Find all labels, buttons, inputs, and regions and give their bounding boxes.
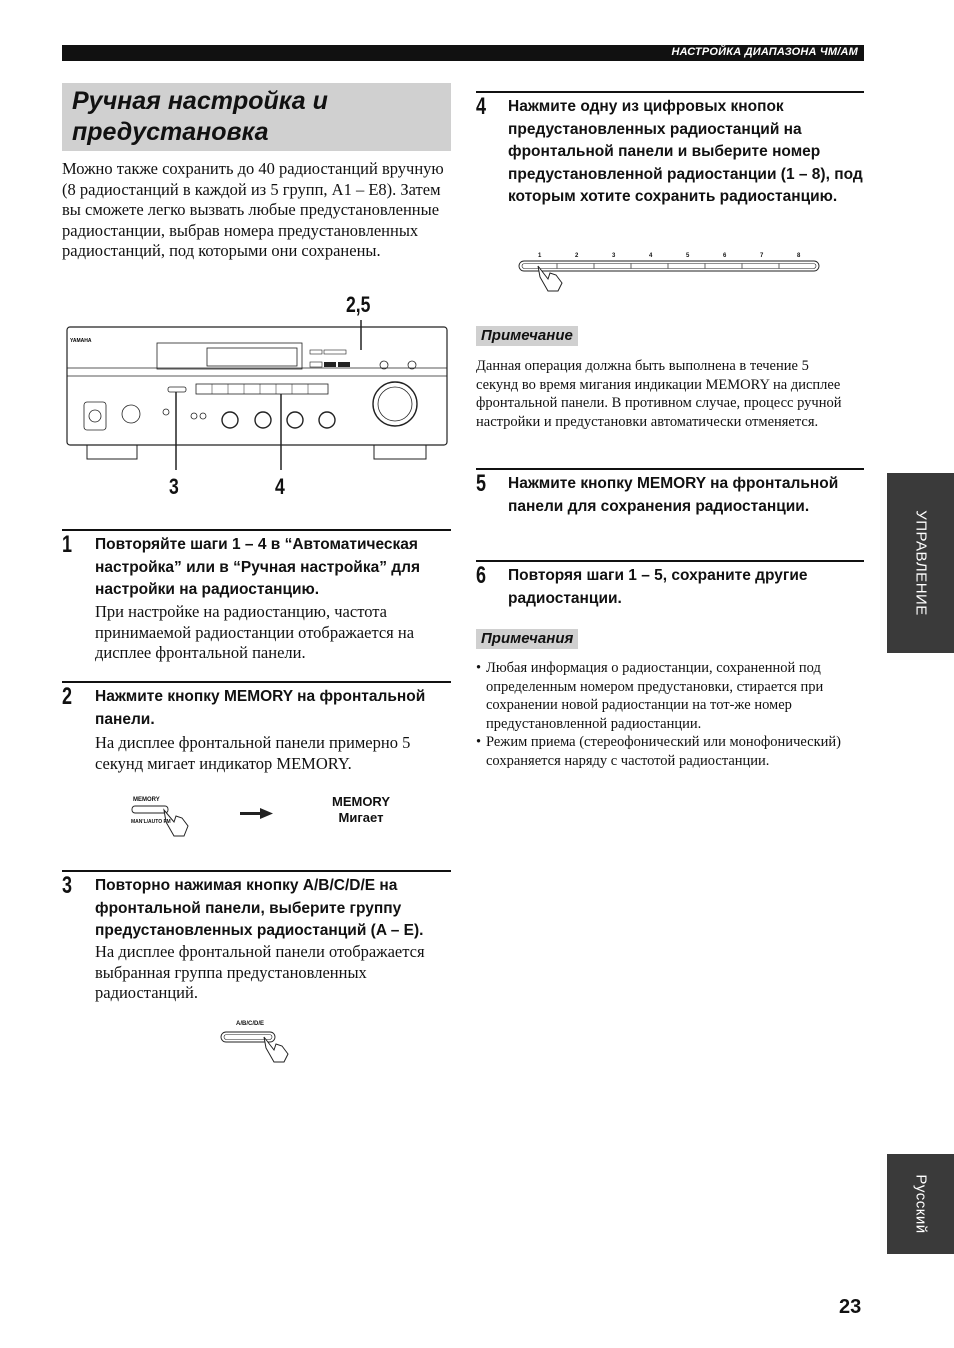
memory-blinking-label: Мигает — [338, 810, 384, 825]
step-3-heading: Повторно нажимая кнопку A/B/C/D/E на фронтальной панели, выберите группу предустановленных радиостанций (A – E). — [95, 877, 424, 939]
preset-number: 8 — [797, 253, 801, 259]
list-item: • Режим приема (стереофонический или монофонический) сохраняется наряду с частотой радиостанции. — [476, 733, 861, 770]
step-4-divider — [476, 91, 864, 93]
step-5-number: 5 — [476, 470, 487, 497]
step-5-divider — [476, 468, 864, 470]
page-title-box — [62, 83, 451, 151]
step-2-number: 2 — [62, 683, 73, 710]
page-title: Ручная настройка и предустановка — [72, 87, 328, 146]
preset-buttons-illustration — [516, 260, 824, 292]
step-3-divider — [62, 870, 451, 872]
step-3-body: На дисплее фронтальной панели отображается выбранная группа предустановленных радиостанций. — [95, 942, 425, 1002]
preset-number: 5 — [686, 253, 690, 259]
step-6-divider — [476, 560, 864, 562]
side-tab-language-label: Русский — [912, 1174, 929, 1234]
receiver-front-panel-illustration — [62, 320, 452, 470]
page-number: 23 — [839, 1296, 862, 1318]
step-2-body: На дисплее фронтальной панели примерно 5 секунд мигает индикатор MEMORY. — [95, 733, 411, 773]
callout-3: 3 — [169, 474, 179, 499]
arrow-right-icon — [240, 807, 274, 821]
preset-number: 6 — [723, 253, 727, 259]
step-1-heading: Повторяйте шаги 1 – 4 в “Автоматическая настройка” или в “Ручная настройка” для настройки на радиостанцию. — [95, 536, 421, 598]
memory-sub-label: MAN'L/AUTO FM — [131, 819, 171, 825]
step-6-number: 6 — [476, 562, 487, 589]
note-label: Примечание — [476, 326, 578, 346]
preset-number: 3 — [612, 253, 616, 259]
step-2-divider — [62, 681, 451, 683]
callout-2-5: 2,5 — [346, 292, 371, 317]
section-header-title: НАСТРОЙКА ДИАПАЗОНА ЧМ/АМ — [671, 46, 858, 58]
note-text: Данная операция должна быть выполнена в течение 5 секунд во время мигания индикации MEMORY на дисплее фронтальной панели. В противном случае, процесс ручной настройки и предустановки автоматически отменяется. — [476, 358, 842, 430]
step-4-number: 4 — [476, 93, 487, 120]
memory-indicator-label: MEMORY — [331, 794, 391, 809]
memory-button-label: MEMORY — [133, 797, 160, 803]
side-tab-section — [887, 473, 954, 653]
intro-paragraph: Можно также сохранить до 40 радиостанций вручную (8 радиостанций в каждой из 5 групп, A1 – E8). Затем вы сможете легко вызвать любые предустановленные радиостанции, выбрав номера предустановленных радиостанций, под которыми они сохранены. — [62, 159, 444, 260]
preset-number: 7 — [760, 253, 764, 259]
side-tab-language — [887, 1154, 954, 1254]
side-tab-section-label: УПРАВЛЕНИЕ — [912, 510, 929, 616]
step-1-number: 1 — [62, 531, 73, 558]
notes-list — [476, 659, 861, 770]
step-1-body: При настройке на радиостанцию, частота принимаемой радиостанции отображается на дисплее фронтальной панели. — [95, 602, 415, 662]
brand-logo: YAMAHA — [70, 338, 92, 344]
step-5-heading: Нажмите кнопку MEMORY на фронтальной панели для сохранения радиостанции. — [508, 475, 839, 515]
step-4-heading: Нажмите одну из цифровых кнопок предустановленных радиостанций на фронтальной панели и выберите номер предустановленной радиостанции (1 – 8), под которым хотите сохранить радиостанцию. — [508, 98, 863, 205]
abcde-button-press-illustration — [218, 1028, 298, 1064]
step-3-number: 3 — [62, 872, 73, 899]
section-header-bar — [62, 45, 864, 61]
memory-result-text — [318, 794, 404, 826]
preset-number: 1 — [538, 253, 542, 259]
list-item: • Любая информация о радиостанции, сохраненной под определенным номером предустановки, стирается при сохранении новой радиостанции на тот-же номер предустановленной радиостанции. — [476, 659, 861, 733]
callout-4: 4 — [275, 474, 285, 499]
preset-number: 4 — [649, 253, 653, 259]
step-6-heading: Повторяя шаги 1 – 5, сохраните другие радиостанции. — [508, 567, 808, 607]
step-1-divider — [62, 529, 451, 531]
preset-number: 2 — [575, 253, 579, 259]
step-2-heading: Нажмите кнопку MEMORY на фронтальной панели. — [95, 688, 426, 728]
abcde-button-label: A/B/C/D/E — [236, 1021, 265, 1027]
notes-label: Примечания — [476, 629, 578, 649]
